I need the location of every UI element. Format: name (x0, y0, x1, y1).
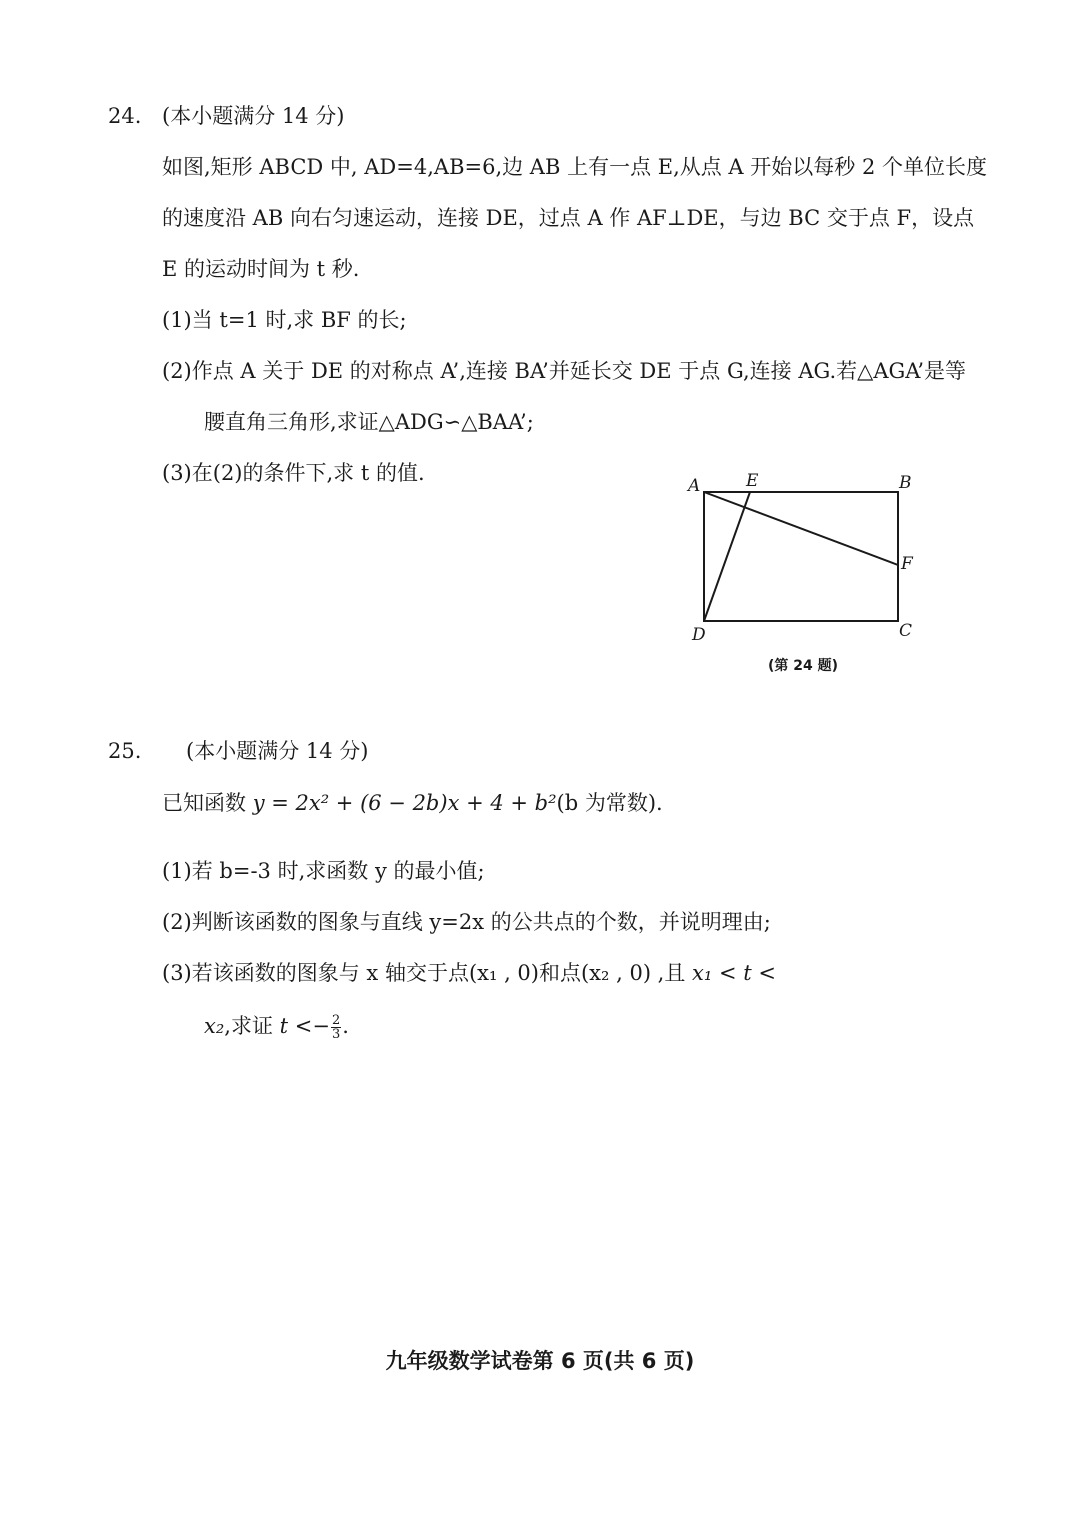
figure-caption: (第 24 题) (768, 658, 839, 674)
q25-period: . (342, 1014, 349, 1038)
q25-fraction (331, 1014, 341, 1041)
q24-part2-line1: (2)作点 A 关于 DE 的对称点 A’,连接 BA’并延长交 DE 于点 G,连接 AG.若△AGA’是等 (162, 359, 967, 383)
page-footer: 九年级数学试卷第 6 页(共 6 页) (385, 1349, 695, 1373)
q25-score: (本小题满分 14 分) (186, 739, 369, 763)
q25-prove-text: ,求证 (224, 1014, 273, 1038)
q24-part1: (1)当 t=1 时,求 BF 的长; (162, 308, 407, 332)
rectangle-abcd (704, 492, 898, 621)
q24-text-line3: E 的运动时间为 t 秒. (162, 257, 360, 281)
label-f: F (901, 554, 913, 574)
label-b: B (899, 473, 912, 493)
fraction-numerator: 2 (331, 1013, 341, 1028)
label-a: A (688, 476, 701, 496)
q24-text-line1: 如图,矩形 ABCD 中, AD=4,AB=6,边 AB 上有一点 E,从点 A 开始以每秒 2 个单位长度 (162, 155, 987, 179)
label-e: E (746, 471, 759, 491)
q25-intro-prefix: 已知函数 (162, 791, 246, 815)
segment-af (704, 492, 898, 565)
q25-intro (162, 789, 663, 817)
q25-number: 25. (108, 739, 142, 763)
label-d: D (692, 625, 706, 645)
fraction-denominator: 3 (331, 1027, 341, 1042)
q24-figure (680, 462, 930, 682)
q25-x2: x₂ (204, 1014, 225, 1038)
q25-t-inequality: t <− (279, 1014, 330, 1038)
segment-de (704, 492, 750, 621)
q24-text-line2: 的速度沿 AB 向右匀速运动，连接 DE，过点 A 作 AF⊥DE，与边 BC 交于点 F，设点 (162, 206, 975, 230)
q25-part1: (1)若 b=-3 时,求函数 y 的最小值; (162, 859, 485, 883)
q25-part3-text: (3)若该函数的图象与 x 轴交于点(x₁ , 0)和点(x₂ , 0) ,且 (162, 961, 686, 985)
q25-part3-line1 (162, 959, 776, 987)
q24-score: (本小题满分 14 分) (162, 104, 345, 128)
q25-part3-line2 (204, 1006, 349, 1046)
q24-number: 24. (108, 104, 142, 128)
q25-formula: y = 2x² + (6 − 2b)x + 4 + b² (252, 791, 557, 815)
q25-part2: (2)判断该函数的图象与直线 y=2x 的公共点的个数，并说明理由; (162, 910, 771, 934)
q25-intro-suffix: (b 为常数). (556, 791, 663, 815)
q24-part2-line2: 腰直角三角形,求证△ADG∽△BAA’; (204, 410, 534, 434)
q24-part3: (3)在(2)的条件下,求 t 的值. (162, 461, 425, 485)
q25-part3-inequality: x₁ < t < (692, 961, 776, 985)
label-c: C (899, 621, 913, 641)
